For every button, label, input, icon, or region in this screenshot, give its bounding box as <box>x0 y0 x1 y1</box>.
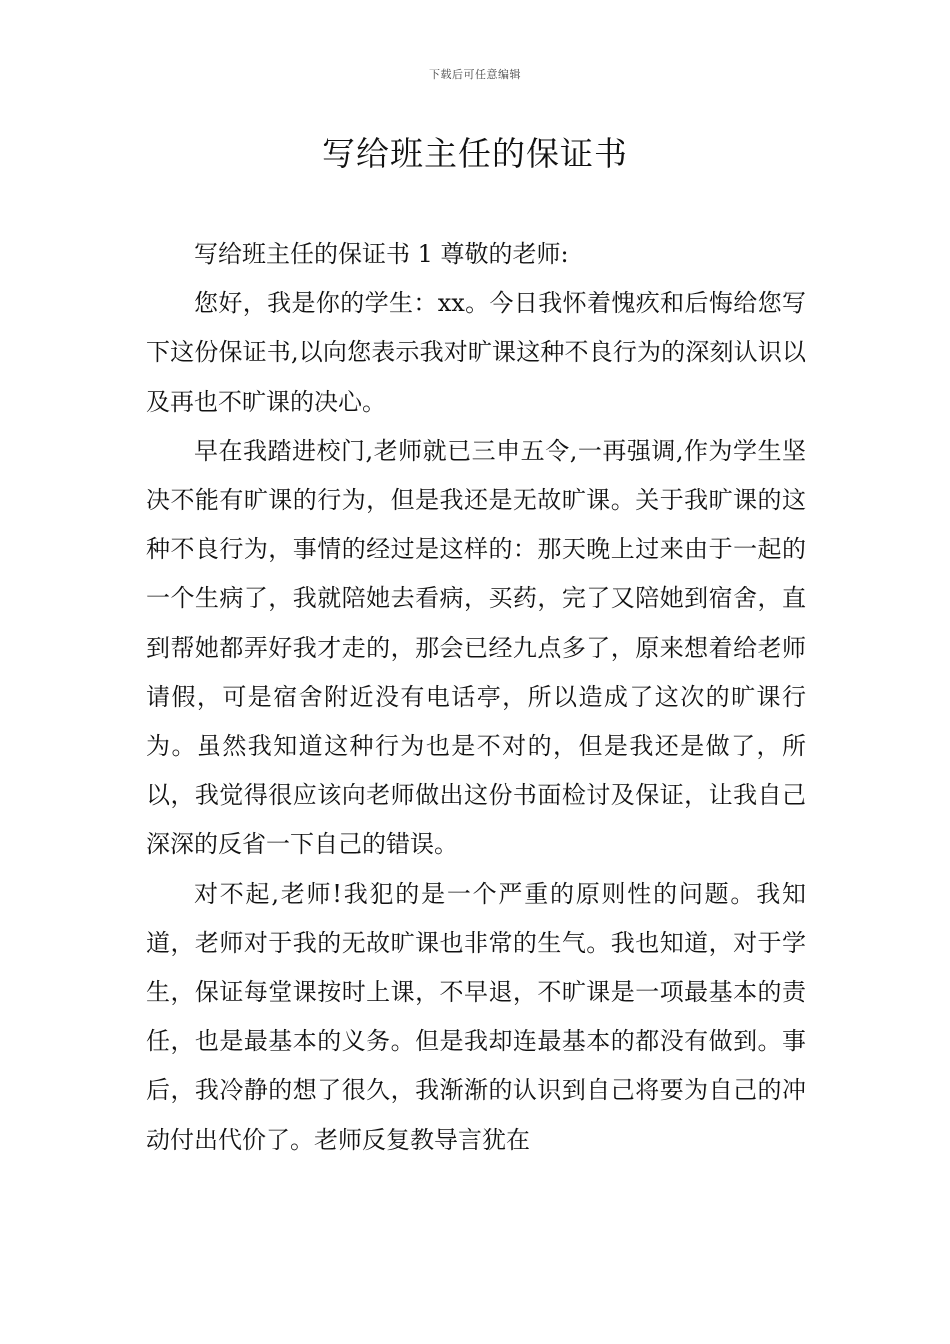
paragraph-1: 您好，我是你的学生：xx。今日我怀着愧疚和后悔给您写下这份保证书,以向您表示我对旷课这种不良行为的深刻认识以及再也不旷课的决心。 <box>146 289 806 416</box>
paragraph-3: 对不起,老师!我犯的是一个严重的原则性的问题。我知道，老师对于我的无故旷课也非常的生气。我也知道，对于学生，保证每堂课按时上课，不早退，不旷课是一项最基本的责任，也是最基本的义务。但是我却连最基本的都没有做到。事后，我冷静的想了很久，我渐渐的认识到自己将要为自己的冲动付出代价了。老师反复教导言犹在 <box>146 879 806 1154</box>
document-body <box>146 230 806 1165</box>
header-note: 下载后可任意编辑 <box>429 68 521 81</box>
paragraph-salutation: 写给班主任的保证书 1 尊敬的老师: <box>194 240 569 268</box>
paragraph-2: 早在我踏进校门,老师就已三申五令,一再强调,作为学生坚决不能有旷课的行为，但是我还是无故旷课。关于我旷课的这种不良行为，事情的经过是这样的：那天晚上过来由于一起的一个生病了，我就陪她去看病，买药，完了又陪她到宿舍，直到帮她都弄好我才走的，那会已经九点多了，原来想着给老师请假，可是宿舍附近没有电话亭，所以造成了这次的旷课行为。虽然我知道这种行为也是不对的，但是我还是做了，所以，我觉得很应该向老师做出这份书面检讨及保证，让我自己深深的反省一下自己的错误。 <box>146 436 806 859</box>
document-title: 写给班主任的保证书 <box>322 134 628 173</box>
